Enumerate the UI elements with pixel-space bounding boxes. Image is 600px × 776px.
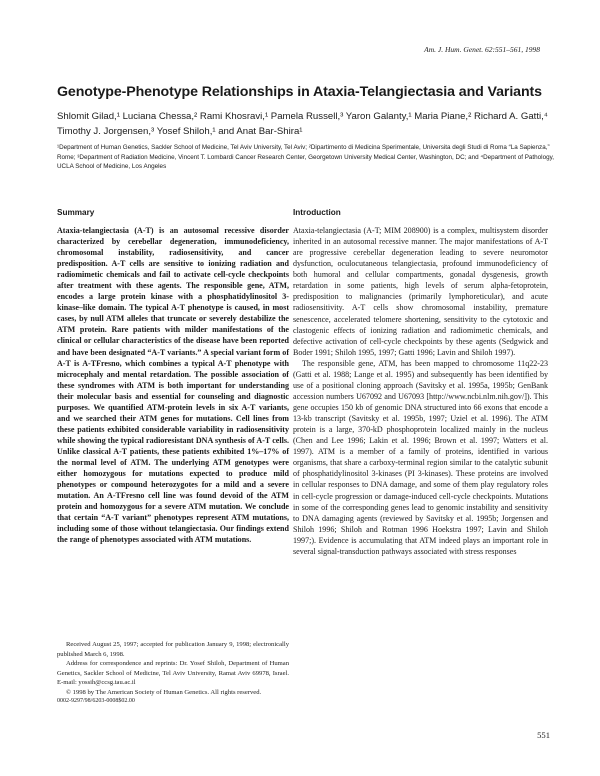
introduction-paragraph-2: The responsible gene, ATM, has been mapped to chromosome 11q22-23 (Gatti et al. 1988; Lange et al. 1995) and subsequently has been identified by use of a positional cloning approach (Savitsky et al. 1995a, 1995b; GenBank accession numbers U67092 and U67093 [http://www.ncbi.nlm.nih.gov/]). This gene occupies 150 kb of genomic DNA structured into 66 exons that encode a 13-kb transcript (Savitsky et al. 1995b, 1997; Uziel et al. 1996). The ATM protein is a large, 370-kD phosphoprotein localized mainly in the nucleus (Chen and Lee 1996; Lakin et al. 1996; Brown et al. 1997; Watters et al. 1997). ATM is a member of a family of proteins, identified in various organisms, that share a carboxy-terminal region similar to the catalytic subunit of phosphatidylinositol 3-kinases (PI 3-kinases). These proteins are involved in cellular responses to DNA damage, and some of them play regulatory roles in cell-cycle progression or damage-induced cell-cycle checkpoints. Mutations in some of the corresponding genes lead to genomic instability and sensitivity to DNA damaging agents (reviewed by Savitsky et al. 1995b; Jorgensen and Shiloh 1996; Shiloh and Rotman 1996 Hoekstra 1997; Lavin and Shiloh 1997;). Evidence is accumulating that ATM indeed plays an important role in several signal-transduction pathways associated with stress responses xyxy=(293,358,548,556)
footnotes xyxy=(57,640,289,707)
author-list: Shlomit Gilad,¹ Luciana Chessa,² Rami Khosravi,¹ Pamela Russell,³ Yaron Galanty,¹ Maria Piane,² Richard A. Gatti,⁴ Timothy J. Jorgensen,³ Yosef Shiloh,¹ and Anat Bar-Shira¹ xyxy=(57,111,548,137)
issn-note: 0002-9297/98/6203-0008$02.00 xyxy=(57,698,135,704)
summary-paragraph: Ataxia-telangiectasia (A-T) is an autosomal recessive disorder characterized by cerebellar degeneration, immunodeficiency, chromosomal instability, radiosensitivity, and cancer predisposition. A-T cells are sensitive to ionizing radiation and radiomimetic chemicals and fail to activate cell-cycle checkpoints after treatment with these agents. The responsible gene, ATM, encodes a large protein kinase with a phosphatidylinositol 3-kinase–like domain. The typical A-T phenotype is caused, in most cases, by null ATM alleles that truncate or severely destabilize the ATM protein. Rare patients with milder manifestations of the clinical or cellular characteristics of the disease have been reported and have been designated “A-T variants.” A special variant form of A-T is A-TFresno, which combines a typical A-T phenotype with microcephaly and mental retardation. The possible association of these syndromes with ATM is both important for understanding their molecular basis and essential for counseling and diagnostic purposes. We quantified ATM-protein levels in six A-T variants, and we searched their ATM genes for mutations. Cell lines from these patients exhibited considerable variability in radiosensitivity while showing the typical radioresistant DNA synthesis of A-T cells. Unlike classical A-T patients, these patients exhibited 1%–17% of the normal level of ATM. The underlying ATM genotypes were either homozygous for mutations expected to produce mild phenotypes or compound heterozygotes for a mild and a severe mutation. An A-TFresno cell line was found devoid of the ATM protein and homozygous for a severe ATM mutation. We conclude that certain “A-T variant” phenotypes represent ATM mutations, including some of those without telangiectasia. Our findings extend the range of phenotypes associated with ATM mutations. xyxy=(57,226,289,545)
copyright-note: © 1998 by The American Society of Human Genetics. All rights reserved. xyxy=(66,688,262,696)
summary-text xyxy=(57,225,289,545)
introduction-heading: Introduction xyxy=(293,208,341,217)
introduction-paragraph-1: Ataxia-telangiectasia (A-T; MIM 208900) is a complex, multisystem disorder inherited in an autosomal recessive manner. The major manifestations of A-T are progressive cerebellar degeneration leading to severe neuromotor dysfunction, oculocutaneous telangiectasia, profound immunodeficiency of both humoral and cellular compartments, gonadal dysgenesis, growth retardation in some patients, high levels of serum alpha-fetoprotein, predisposition to malignancies (primarily lymphoreticular), and acute radiosensitivity. A-T cells show chromosomal instability, premature senescence, accelerated telomere shortening, sensitivity to the cytotoxic and clastogenic effects of ionizing radiation and radiomimetic chemicals, and defective activation of cell-cycle checkpoints by these agents (Sedgwick and Boder 1991; Shiloh 1995, 1997; Gatti 1996; Lavin and Shiloh 1997). xyxy=(293,226,548,357)
received-note: Received August 25, 1997; accepted for publication January 9, 1998; electronically published March 6, 1998. xyxy=(57,641,289,658)
journal-citation: Am. J. Hum. Genet. 62:551–561, 1998 xyxy=(424,45,540,54)
affiliations: ¹Department of Human Genetics, Sackler School of Medicine, Tel Aviv University, Tel Aviv; ²Dipartimento di Medicina Sperimentale, Universita degli Studi di Roma “La Sapienza,” Rome; ³Department of Radiation Medicine, Vincent T. Lombardi Cancer Research Center, Georgetown University Medical Center, Washington, DC; and ⁴Department of Pathology, UCLA School of Medicine, Los Angeles xyxy=(57,144,555,171)
summary-heading: Summary xyxy=(57,208,95,217)
page-number: 551 xyxy=(537,730,550,740)
correspondence-note: Address for correspondence and reprints: Dr. Yosef Shiloh, Department of Human Genetics, Sackler School of Medicine, Tel Aviv University, Ramat Aviv 69978, Israel. E-mail: yossih@ccsg.tau.ac.il xyxy=(57,660,289,686)
introduction-text xyxy=(293,225,548,557)
article-title: Genotype-Phenotype Relationships in Ataxia-Telangiectasia and Variants xyxy=(57,84,542,100)
